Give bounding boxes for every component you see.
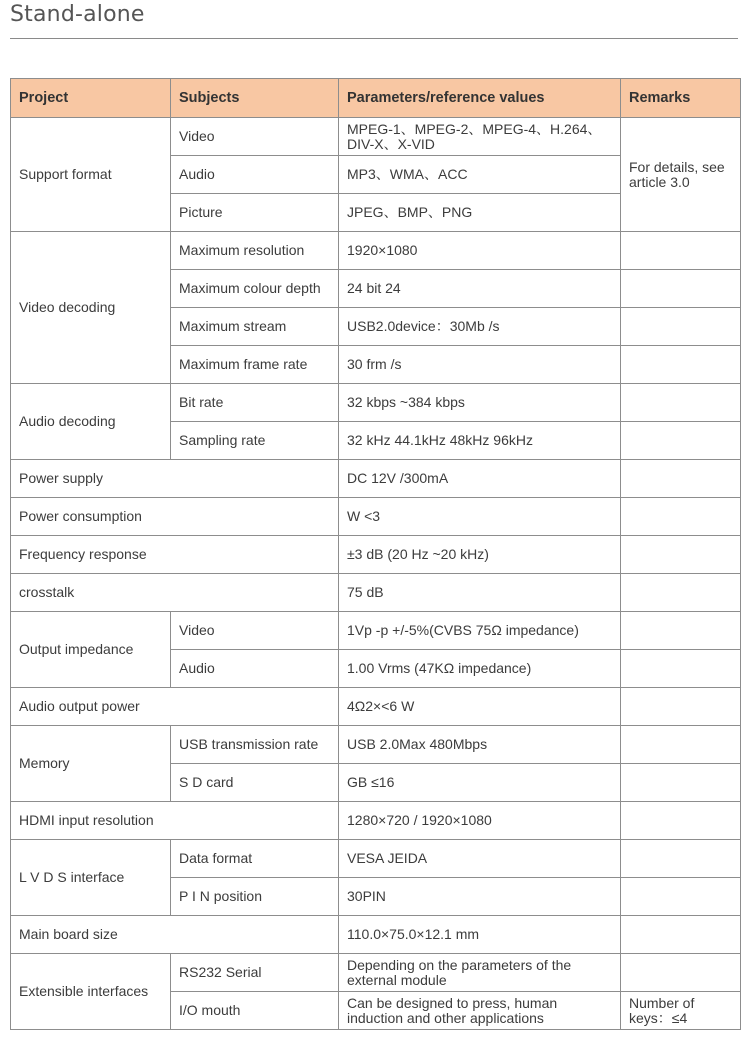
value-cell: 24 bit 24	[339, 270, 621, 308]
value-cell: MP3、WMA、ACC	[339, 156, 621, 194]
project-cell: crosstalk	[11, 574, 339, 612]
value-cell: 32 kbps ~384 kbps	[339, 384, 621, 422]
remark-cell	[621, 612, 741, 650]
project-cell: Audio output power	[11, 688, 339, 726]
remark-cell	[621, 726, 741, 764]
subject-cell: Data format	[171, 840, 339, 878]
value-cell: DC 12V /300mA	[339, 460, 621, 498]
remark-cell	[621, 384, 741, 422]
remark-cell	[621, 802, 741, 840]
remark-cell	[621, 308, 741, 346]
remark-cell	[621, 498, 741, 536]
project-cell: L V D S interface	[11, 840, 171, 916]
remark-cell	[621, 422, 741, 460]
value-cell: 1280×720 / 1920×1080	[339, 802, 621, 840]
remark-cell	[621, 536, 741, 574]
subject-cell: Audio	[171, 650, 339, 688]
subject-cell: I/O mouth	[171, 992, 339, 1030]
header-remarks: Remarks	[621, 79, 741, 118]
subject-cell: Video	[171, 612, 339, 650]
table-row	[11, 840, 741, 878]
subject-cell: USB transmission rate	[171, 726, 339, 764]
value-cell: 30PIN	[339, 878, 621, 916]
table-row	[11, 118, 741, 156]
table-row	[11, 574, 741, 612]
table-row	[11, 802, 741, 840]
value-cell: 32 kHz 44.1kHz 48kHz 96kHz	[339, 422, 621, 460]
project-cell: Audio decoding	[11, 384, 171, 460]
subject-cell: Sampling rate	[171, 422, 339, 460]
project-cell: Output impedance	[11, 612, 171, 688]
table-row	[11, 726, 741, 764]
value-cell: 4Ω2×<6 W	[339, 688, 621, 726]
subject-cell: Maximum stream	[171, 308, 339, 346]
remark-cell	[621, 878, 741, 916]
remark-cell	[621, 916, 741, 954]
value-cell: 1920×1080	[339, 232, 621, 270]
table-row	[11, 460, 741, 498]
header-subjects: Subjects	[171, 79, 339, 118]
subject-cell: Bit rate	[171, 384, 339, 422]
value-cell: 75 dB	[339, 574, 621, 612]
value-cell: USB2.0device：30Mb /s	[339, 308, 621, 346]
remark-cell	[621, 688, 741, 726]
value-cell: GB ≤16	[339, 764, 621, 802]
value-cell: 1.00 Vrms (47KΩ impedance)	[339, 650, 621, 688]
subject-cell: RS232 Serial	[171, 954, 339, 992]
remark-cell	[621, 574, 741, 612]
project-cell: Extensible interfaces	[11, 954, 171, 1030]
remark-cell: For details, see article 3.0	[621, 118, 741, 232]
table-row	[11, 232, 741, 270]
project-cell: Main board size	[11, 916, 339, 954]
value-cell: Can be designed to press, human induction and other applications	[339, 992, 621, 1030]
subject-cell: Maximum colour depth	[171, 270, 339, 308]
spec-table	[10, 78, 741, 1030]
subject-cell: Video	[171, 118, 339, 156]
value-cell: JPEG、BMP、PNG	[339, 194, 621, 232]
project-cell: Video decoding	[11, 232, 171, 384]
project-cell: Power consumption	[11, 498, 339, 536]
remark-cell	[621, 764, 741, 802]
table-header-row	[11, 79, 741, 118]
table-row	[11, 536, 741, 574]
remark-cell	[621, 954, 741, 992]
value-cell: W <3	[339, 498, 621, 536]
project-cell: Frequency response	[11, 536, 339, 574]
value-cell: 1Vp -p +/-5%(CVBS 75Ω impedance)	[339, 612, 621, 650]
subject-cell: Audio	[171, 156, 339, 194]
value-cell: MPEG-1、MPEG-2、MPEG-4、H.264、DIV-X、X-VID	[339, 118, 621, 156]
value-cell: ±3 dB (20 Hz ~20 kHz)	[339, 536, 621, 574]
project-cell: Memory	[11, 726, 171, 802]
table-row	[11, 612, 741, 650]
subject-cell: Maximum frame rate	[171, 346, 339, 384]
remark-cell	[621, 270, 741, 308]
value-cell: Depending on the parameters of the external module	[339, 954, 621, 992]
table-row	[11, 498, 741, 536]
value-cell: VESA JEIDA	[339, 840, 621, 878]
header-parameters: Parameters/reference values	[339, 79, 621, 118]
remark-cell	[621, 460, 741, 498]
subject-cell: Picture	[171, 194, 339, 232]
table-row	[11, 954, 741, 992]
remark-cell	[621, 346, 741, 384]
value-cell: 30 frm /s	[339, 346, 621, 384]
subject-cell: Maximum resolution	[171, 232, 339, 270]
project-cell: HDMI input resolution	[11, 802, 339, 840]
table-row	[11, 916, 741, 954]
table-row	[11, 384, 741, 422]
subject-cell: P I N position	[171, 878, 339, 916]
remark-cell	[621, 840, 741, 878]
remark-cell: Number of keys：≤4	[621, 992, 741, 1030]
header-project: Project	[11, 79, 171, 118]
value-cell: 110.0×75.0×12.1 mm	[339, 916, 621, 954]
remark-cell	[621, 232, 741, 270]
page-title: Stand-alone	[10, 2, 145, 27]
value-cell: USB 2.0Max 480Mbps	[339, 726, 621, 764]
table-row	[11, 688, 741, 726]
remark-cell	[621, 650, 741, 688]
project-cell: Support format	[11, 118, 171, 232]
title-divider	[10, 38, 738, 39]
project-cell: Power supply	[11, 460, 339, 498]
subject-cell: S D card	[171, 764, 339, 802]
